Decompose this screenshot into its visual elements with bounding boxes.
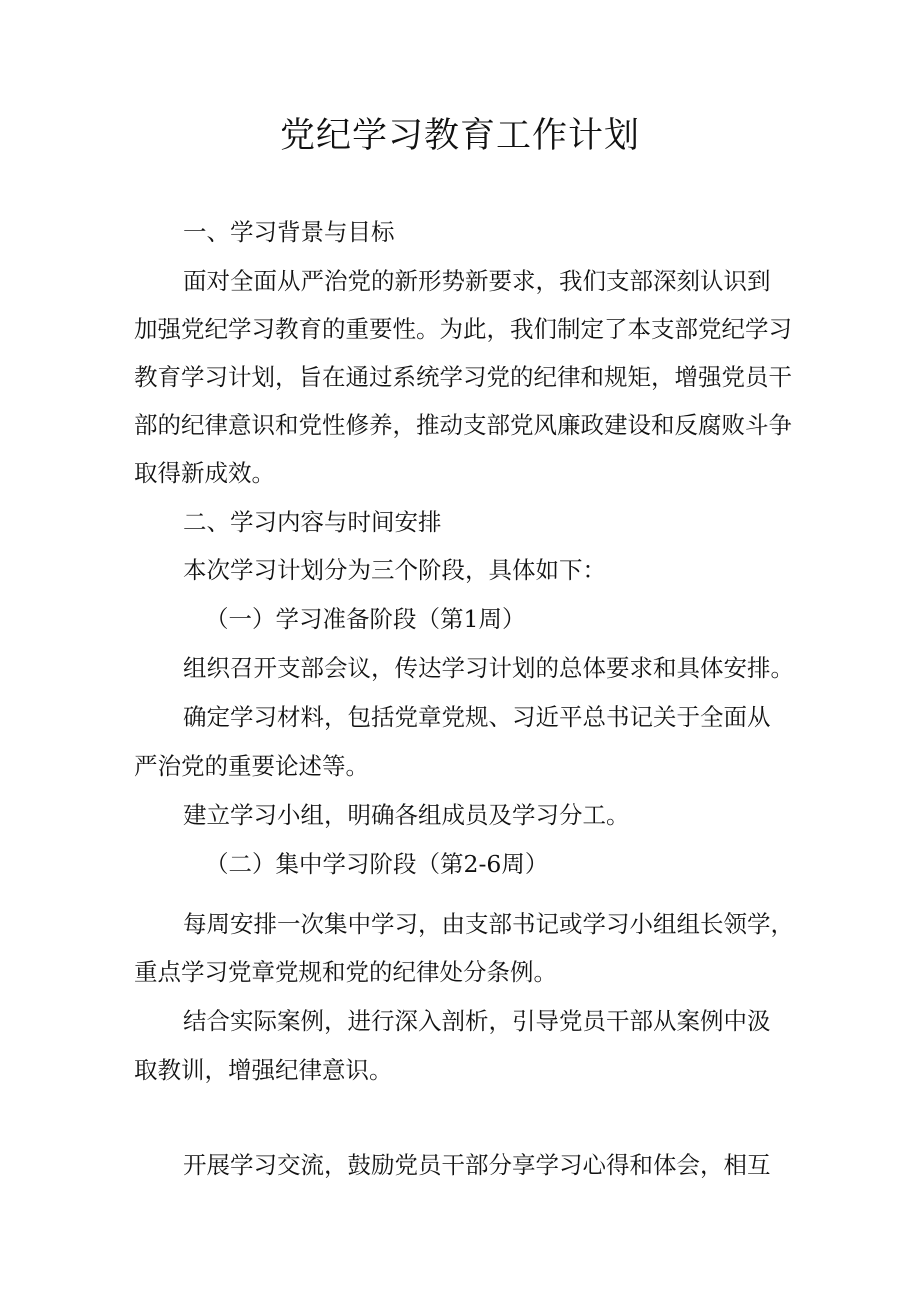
paragraph-line: 面对全面从严治党的新形势新要求，我们支部深刻认识到: [183, 267, 771, 295]
subsection-heading-2: （二）集中学习阶段（第2-6周）: [205, 850, 549, 878]
paragraph-line: 开展学习交流，鼓励党员干部分享学习心得和体会，相互: [183, 1151, 771, 1179]
paragraph-line: 加强党纪学习教育的重要性。为此，我们制定了本支部党纪学习: [134, 315, 792, 343]
paragraph-line: 取得新成效。: [134, 459, 275, 487]
paragraph-line: 重点学习党章党规和党的纪律处分条例。: [134, 958, 557, 986]
paragraph-line: 本次学习计划分为三个阶段，具体如下：: [183, 556, 606, 584]
paragraph-line: 每周安排一次集中学习，由支部书记或学习小组组长领学，: [183, 910, 794, 938]
paragraph-line: 取教训，增强纪律意识。: [134, 1056, 393, 1084]
section-heading-2: 二、学习内容与时间安排: [183, 508, 442, 536]
paragraph-line: 组织召开支部会议，传达学习计划的总体要求和具体安排。: [183, 654, 794, 682]
paragraph-line: 结合实际案例，进行深入剖析，引导党员干部从案例中汲: [183, 1007, 771, 1035]
section-heading-1: 一、学习背景与目标: [183, 218, 395, 246]
paragraph-line: 建立学习小组，明确各组成员及学习分工。: [183, 801, 630, 829]
paragraph-line: 部的纪律意识和党性修养，推动支部党风廉政建设和反腐败斗争: [134, 411, 792, 439]
paragraph-line: 教育学习计划，旨在通过系统学习党的纪律和规矩，增强党员干: [134, 363, 792, 391]
paragraph-line: 严治党的重要论述等。: [134, 752, 369, 780]
subsection-heading-1: （一）学习准备阶段（第1周）: [205, 605, 526, 633]
document-title: 党纪学习教育工作计划: [279, 116, 640, 156]
paragraph-line: 确定学习材料，包括党章党规、习近平总书记关于全面从: [183, 703, 771, 731]
